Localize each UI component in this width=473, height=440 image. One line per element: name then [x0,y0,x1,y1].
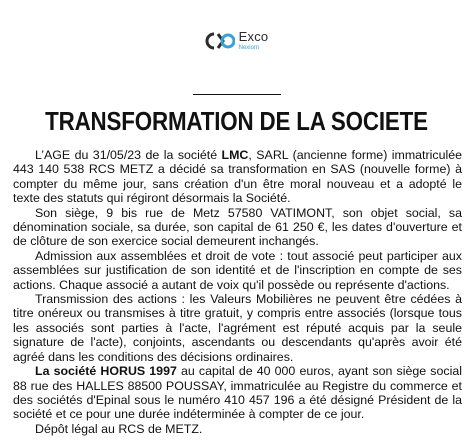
company-name-horus: La société HORUS 1997 [35,364,177,379]
company-name-lmc: LMC [221,148,249,162]
paragraph-admission: Admission aux assemblées et droit de vote : tout associé peut participer aux assemblées sur justification de son identité et de l'inscription en compte de ses actions. Chaque associé a autant de voix qu'il possède ou représente d'actions. [13,248,462,292]
paragraph-share-transfer: Transmission des actions : les Valeurs Mobilières ne peuvent être cédées à titre onéreux ou transmises à titre gratuit, y compris entre associés (lorsque tous les associés sont parties à l'acte, l'agrément est réputé acquis par la seule signature de l'acte), conjoints, ascendants ou descendants qu'après avoir été agréé dans les conditions des décisions ordinaires. [13,292,462,364]
p1-text-b: , SARL (ancienne forme) immatriculée 443 140 538 RCS METZ a décidé sa transformation en SAS (nouvelle forme) à compter du même jour, sans création d'un être moral nouveau et a adopté le texte des statuts qui régiront désormais la Société. [13,148,462,206]
paragraph-legal-deposit: Dépôt légal au RCS de METZ. [35,421,203,436]
exco-logo-icon [205,31,235,51]
notice-body [13,148,462,436]
p1-text-a: L’AGE du 31/05/23 de la société [35,148,222,162]
exco-logo [0,30,473,51]
title-divider [193,94,281,95]
p5-text-b: au capital de 40 000 euros, ayant son siège social 88 rue des HALLES 88500 POUSSAY, immatriculée au Registre du commerce et des sociétés d'Epinal sous le numéro 410 457 196 a été désigné Président de la société et ce pour une durée indéterminée à compter de ce jour. [13,364,462,422]
logo-name: Exco [238,29,269,44]
logo-subtitle: Nexiom [238,45,259,51]
notice-title: TRANSFORMATION DE LA SOCIETE [45,106,428,136]
paragraph-age-decision [13,148,462,206]
paragraph-head-office: Son siège, 9 bis rue de Metz 57580 VATIMONT, son objet social, sa dénomination sociale, sa durée, son capital de 61 250 €, les dates d'ouverture et de clôture de son exercice social demeurent inchangés. [13,205,462,249]
paragraph-president [13,364,462,422]
